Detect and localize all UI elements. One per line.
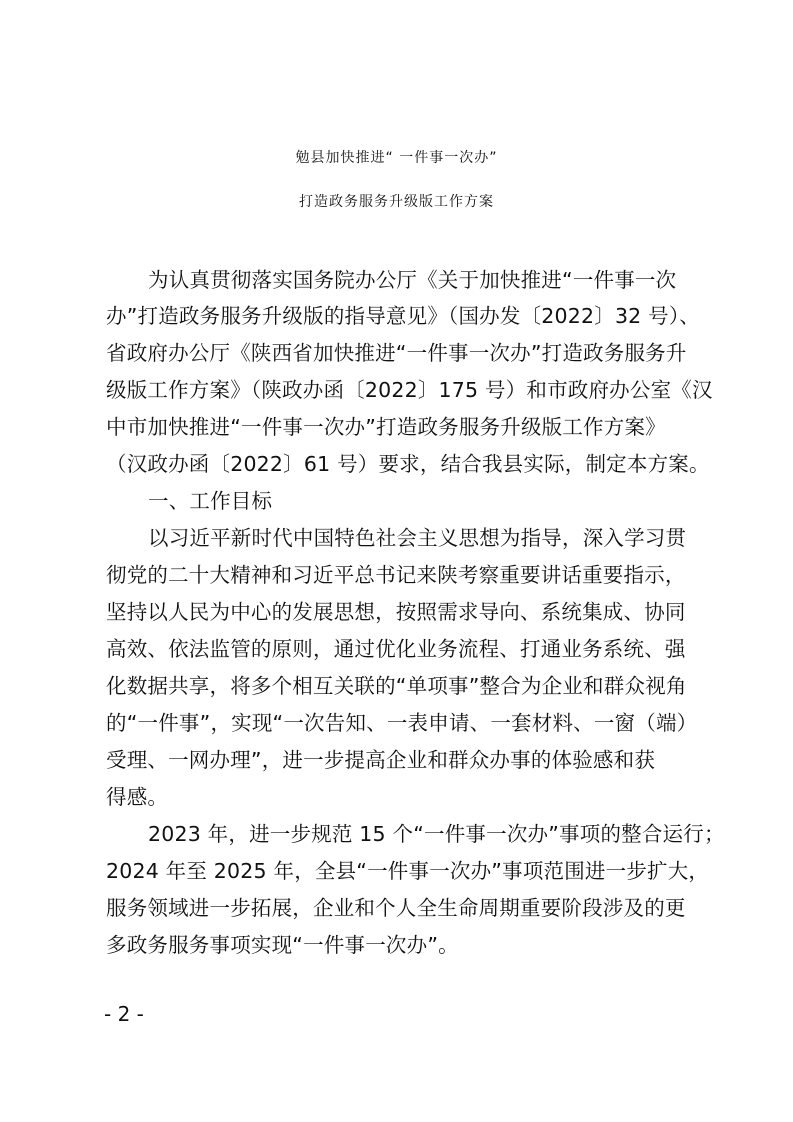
body-line: 彻党的二十大精神和习近平总书记来陕考察重要讲话重要指示， — [106, 563, 686, 587]
body-line: 2024 年至 2025 年，全县“一件事一次办”事项范围进一步扩大， — [106, 859, 710, 883]
body-line: 多政务服务事项实现“一件事一次办”。 — [106, 933, 459, 957]
body-line: 省政府办公厅《陕西省加快推进“一件事一次办”打造政务服务升 — [106, 341, 687, 365]
body-line: 高效、依法监管的原则，通过优化业务流程、打通业务系统、强 — [106, 637, 686, 661]
page-number: - 2 - — [104, 1002, 144, 1026]
body-line: 坚持以人民为中心的发展思想，按照需求导向、系统集成、协同 — [106, 600, 686, 624]
body-line: 2023 年，进一步规范 15 个“一件事一次办”事项的整合运行； — [148, 822, 725, 846]
document-title-line-2: 打造政务服务升级版工作方案 — [299, 194, 494, 210]
body-line: 受理、一网办理”，进一步提高企业和群众办事的体验感和获 — [106, 748, 656, 772]
body-line: 为认真贯彻落实国务院办公厅《关于加快推进“一件事一次 — [148, 268, 677, 292]
body-line: （汉政办函〔2022〕61 号）要求，结合我县实际，制定本方案。 — [106, 452, 710, 476]
body-line: 的“一件事”，实现“一次告知、一表申请、一套材料、一窗（端） — [106, 711, 698, 735]
body-line: 以习近平新时代中国特色社会主义思想为指导，深入学习贯 — [148, 526, 687, 550]
body-line: 服务领域进一步拓展，企业和个人全生命周期重要阶段涉及的更 — [106, 896, 686, 920]
document-title-line-1: 勉县加快推进“ 一件事一次办” — [295, 150, 498, 166]
body-line: 得感。 — [106, 785, 169, 809]
section-heading: 一、工作目标 — [148, 489, 273, 513]
body-line: 化数据共享，将多个相互关联的“单项事”整合为企业和群众视角 — [106, 674, 687, 698]
body-line: 中市加快推进“一件事一次办”打造政务服务升级版工作方案》 — [106, 415, 666, 439]
body-line: 办”打造政务服务升级版的指导意见》（国办发〔2022〕32 号）、 — [106, 304, 700, 328]
body-line: 级版工作方案》（陕政办函〔2022〕175 号）和市政府办公室《汉 — [106, 378, 713, 402]
